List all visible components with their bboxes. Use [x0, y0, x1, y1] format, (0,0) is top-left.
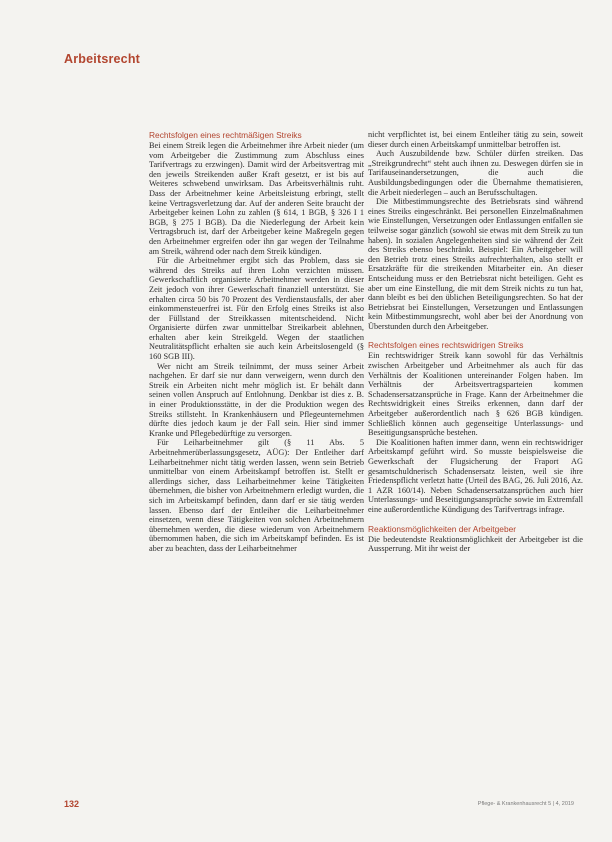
heading-lawful-strike: Rechtsfolgen eines rechtmäßigen Streiks — [149, 130, 302, 140]
spacer — [368, 331, 583, 340]
paragraph: Die Koalitionen haften immer dann, wenn ein rechtswidriger Arbeitskampf geführt wird. So musste beispielsweise die Gewerkschaft der Flugsicherung der Fraport AG gesamtschuldnerisch Schadensersatz leisten, weil sie ihre Friedenspflicht verletzt hatte (Urteil des BAG, 26. Juli 2016, Az. 1 AZR 160/14). Neben Schadensersatzansprüchen auch hier Unterlassungs- und Beseitigungsansprüche sowie im Extremfall eine außerordentliche Kündigung des Tarifvertrags infrage. — [368, 437, 583, 514]
paragraph: Ein rechtswidriger Streik kann sowohl für das Verhältnis zwischen Arbeitgeber und Arbeitnehmer als auch für das Verhältnis der Koalitionen untereinander Folgen haben. Im Verhältnis der Arbeitsvertragsparteien kommen Schadensersatzansprüche in Frage. Kann der Arbeitnehmer die Rechtswidrigkeit eines Streiks erkennen, dann darf der Arbeitgeber außerordentlich nach § 626 BGB kündigen. Schließlich können auch gegenseitige Unterlassungs- und Beseitigungsansprüche bestehen. — [368, 351, 583, 438]
section-title: Arbeitsrecht — [64, 52, 141, 66]
paragraph: Die bedeutendste Reaktionsmöglichkeit der Arbeitgeber ist die Aussperrung. Mit ihr weist der — [368, 534, 583, 554]
right-column — [368, 130, 583, 554]
paragraph: nicht verpflichtet ist, bei einem Entleiher tätig zu sein, soweit dieser durch einen Arbeitskampf unmittelbar betroffen ist. — [368, 130, 583, 149]
heading-unlawful-strike: Rechtsfolgen eines rechtswidrigen Streiks — [368, 340, 524, 351]
paragraph: Die Mitbestimmungsrechte des Betriebsrats sind während eines Streiks eingeschränkt. Bei personellen Einzelmaßnahmen wie Einstellungen, Versetzungen oder Entlassungen entfallen sie teilweise sogar gänzlich (sowohl sie etwas mit dem Streik zu tun haben). In sozialen Angelegenheiten sind sie während der Zeit des Streiks ebenso beschränkt. Beispiel: Ein Arbeitgeber will den Betrieb trotz eines Streiks aufrechterhalten, also stellt er Ersatzkräfte für die streikenden Mitarbeiter ein. An dieser Entscheidung muss er den Betriebsrat nicht beteiligen. Geht es aber um eine Einstellung, die mit dem Streik nichts zu tun hat, dann bleibt es bei den üblichen Beteiligungsrechten. So hat der Betriebsrat bei Einstellungen, Versetzungen und Entlassungen kein Mitbestimmungsrecht, wohl aber bei der Anordnung von Überstunden durch den Arbeitgeber. — [368, 197, 583, 331]
page-number: 132 — [64, 799, 80, 809]
paragraph: Für die Arbeitnehmer ergibt sich das Problem, dass sie während des Streiks auf ihren Lohn verzichten müssen. Gewerkschaftlich organisierte Arbeitnehmer werden in dieser Zeit jedoch von ihrer Gewerkschaft finanziell unterstützt. Sie erhalten circa 50 bis 70 Prozent des Verdienstausfalls, der aber einkommensteuerfrei ist. Für den Erfolg eines Streiks ist also der Füllstand der Streikkassen mitentscheidend. Nicht Organisierte dürfen zwar unmittelbar Streikarbeit ablehnen, erhalten aber kein Streikgeld. Wegen der staatlichen Neutralitätspflicht erhalten sie auch kein Arbeitslosengeld (§ 160 SGB III). — [149, 256, 364, 362]
paragraph: Für Leiharbeitnehmer gilt (§ 11 Abs. 5 Arbeitnehmerüberlassungsgesetz, AÜG): Der Entleiher darf Leiharbeitnehmer nicht tätig werden lassen, wenn sein Betrieb unmittelbar von einem Arbeitskampf betroffen ist. Stellt er allerdings sicher, dass Leiharbeitnehmer keine Tätigkeiten übernehmen, die bisher von Arbeitnehmern erledigt wurden, die sich im Arbeitskampf befinden, dann darf er sie tätig werden lassen. Ebenso darf der Entleiher die Leiharbeitnehmer einsetzen, wenn diese Tätigkeiten von solchen Arbeitnehmern übernehmen werden, die diese wiederum von Arbeitnehmern übernommen haben, die sich im Arbeitskampf befinden. Es ist aber zu beachten, dass der Leiharbeitnehmer — [149, 438, 364, 553]
spacer — [368, 515, 583, 524]
paragraph: Wer nicht am Streik teilnimmt, der muss seiner Arbeit nachgehen. Er darf sie nur dann verweigern, wenn durch den Streik ein Arbeiten nicht mehr möglich ist. Er behält dann seinen vollen Anspruch auf Entlohnung. Denkbar ist dies z. B. in einer Produktionsstätte, in der die Produktion wegen des Streiks stillsteht. In Krankenhäusern und Pflegeunternehmen dürfte dies jedoch kaum je der Fall sein. Hier sind immer Kranke und Pflegebedürftige zu versorgen. — [149, 361, 364, 438]
footer-source: Pflege- & Krankenhausrecht 5 | 4, 2019 — [477, 801, 574, 807]
paragraph: Bei einem Streik legen die Arbeitnehmer ihre Arbeit nieder (um vom Arbeitgeber die Zustimmung zum Abschluss eines Tarifvertrags zu erzwingen). Damit wird der Arbeitsvertrag mit den jeweils Streikenden außer Kraft gesetzt, er ist bis auf Weiteres schwebend unwirksam. Das Arbeitsverhältnis ruht. Dass der Arbeitnehmer keine Arbeitsleistung erbringt, stellt keine Vertragsverletzung dar. Auf der anderen Seite braucht der Arbeitgeber keinen Lohn zu zahlen (§ 614, 1 BGB, § 326 I 1 BGB, § 275 I BGB). Da die Niederlegung der Arbeit kein Vertragsbruch ist, darf der Arbeitgeber keine Maßregeln gegen den Arbeitnehmer ergreifen oder ihn gar wegen der Teilnahme am Streik, während oder nach dem Streik kündigen. — [149, 141, 364, 256]
left-column — [149, 130, 364, 554]
paragraph: Auch Auszubildende bzw. Schüler dürfen streiken. Das „Streikgrundrecht“ steht auch ihnen zu. Deswegen dürfen sie in Tarifauseinandersetzungen, die auch die Ausbildungsbedingungen oder die Übernahme thematisieren, die Arbeit niederlegen – auch an Berufsschultagen. — [368, 149, 583, 197]
heading-employer-reactions: Reaktionsmöglichkeiten der Arbeitgeber — [368, 523, 517, 534]
